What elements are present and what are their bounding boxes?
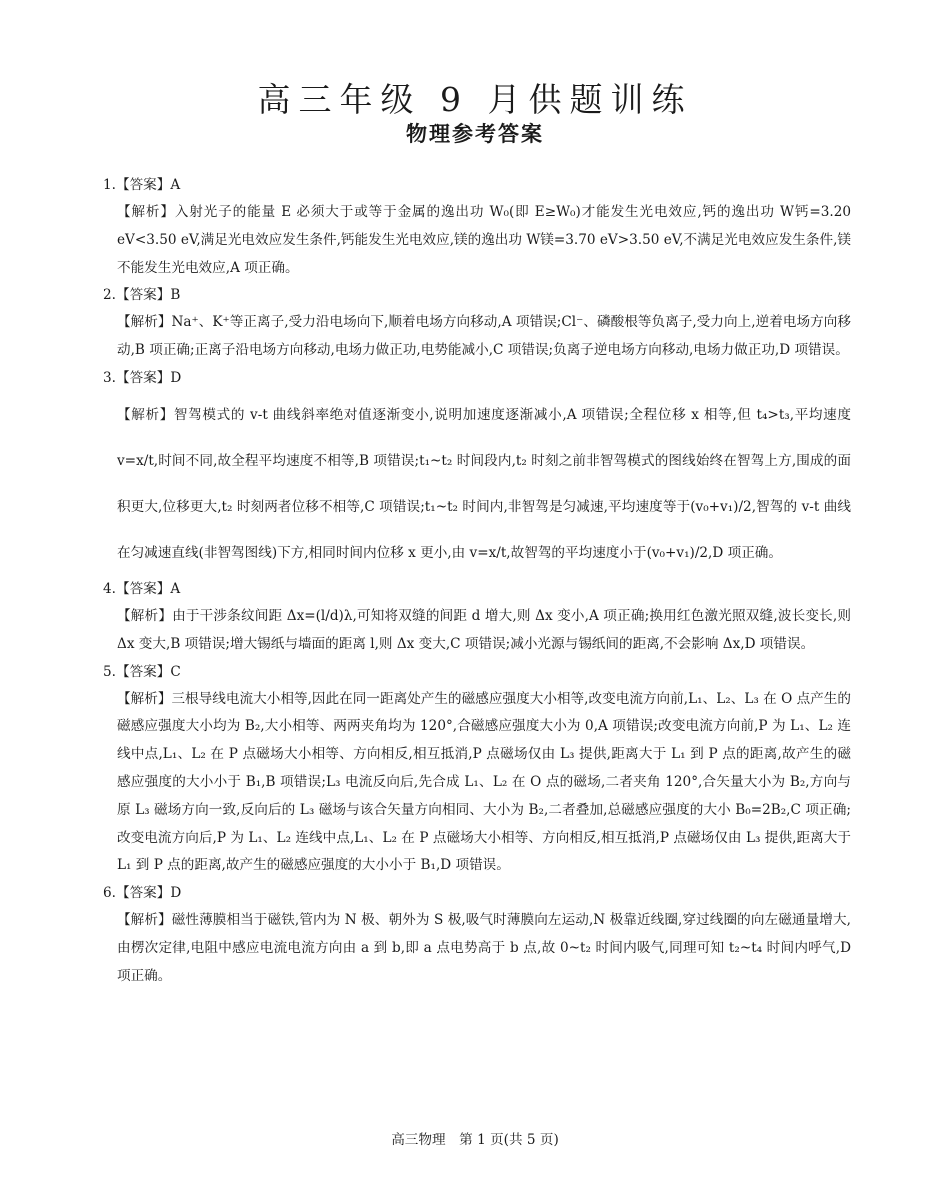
explanation-text: 【解析】Na⁺、K⁺等正离子,受力沿电场向下,顺着电场方向移动,A 项错误;Cl⁻、磷酸根等负离子,受力向上,逆着电场方向移动,B 项正确;正离子沿电场方向移动,电场力做正功,电势能减小,C 项错误;负离子逆电场方向移动,电场力做正功,D 项错误。 [117,314,851,359]
page-footer: 高三物理 第 1 页(共 5 页) [391,1132,559,1148]
question-6 [103,880,851,990]
answer-line: 2.【答案】B [103,287,181,304]
explanation-text: 【解析】由于干涉条纹间距 Δx=(l/d)λ,可知将双缝的间距 d 增大,则 Δx 变小,A 项正确;换用红色激光照双缝,波长变长,则 Δx 变大,B 项错误;增大锡纸与墙面的距离 l,则 Δx 变大,C 项错误;减小光源与锡纸间的距离,不会影响 Δx,D 项错误。 [117,607,851,652]
explanation-text: 【解析】磁性薄膜相当于磁铁,管内为 N 极、朝外为 S 极,吸气时薄膜向左运动,N 极靠近线圈,穿过线圈的向左磁通量增大,由楞次定律,电阻中感应电流电流方向由 a 到 b,即 a 点电势高于 b 点,故 0~t₂ 时间内吸气,同理可知 t₂~t₄ 时间内呼气,D 项正确。 [117,912,851,984]
question-1 [103,172,851,282]
explanation-text: 【解析】三根导线电流大小相等,因此在同一距离处产生的磁感应强度大小相等,改变电流方向前,L₁、L₂、L₃ 在 O 点产生的磁感应强度大小均为 B₂,大小相等、两两夹角均为 120°,合磁感应强度大小为 0,A 项错误;改变电流方向前,P 为 L₁、L₂ 连线中点,L₁、L₂ 在 P 点磁场大小相等、方向相反,相互抵消,P 点磁场仅由 L₃ 提供,距离大于 L₁ 到 P 点的距离,故产生的磁感应强度的大小小于 B₁,B 项错误;L₃ 电流反向后,先合成 L₁、L₂ 在 O 点的磁场,二者夹角 120°,合矢量大小为 B₂,方向与原 L₃ 磁场方向一致,反向后的 L₃ 磁场与该合矢量方向相同、大小为 B₂,二者叠加,总磁感应强度的大小 B₀=2B₂,C 项正确;改变电流方向后,P 为 L₁、L₂ 连线中点,L₁、L₂ 在 P 点磁场大小相等、方向相反,相互抵消,P 点磁场仅由 L₃ 提供,距离大于 L₁ 到 P 点的距离,故产生的磁感应强度的大小小于 B₁,D 项错误。 [117,690,851,874]
question-5 [103,659,851,881]
question-3 [103,365,851,576]
question-2 [103,282,851,365]
answer-line: 5.【答案】C [103,663,181,680]
answer-line: 4.【答案】A [103,580,181,597]
page-subtitle: 物理参考答案 [406,122,544,146]
explanation-text: 【解析】入射光子的能量 E 必须大于或等于金属的逸出功 W₀(即 E≥W₀)才能发生光电效应,钙的逸出功 W钙=3.20 eV<3.50 eV,满足光电效应发生条件,钙能发生光电效应,镁的逸出功 W镁=3.70 eV>3.50 eV,不满足光电效应发生条件,镁不能发生光电效应,A 项正确。 [117,204,851,276]
answer-line: 1.【答案】A [103,177,181,193]
explanation-text: 【解析】智驾模式的 v-t 曲线斜率绝对值逐渐变小,说明加速度逐渐减小,A 项错误;全程位移 x 相等,但 t₄>t₃,平均速度 v=x/t,时间不同,故全程平均速度不相等,B 项错误;t₁~t₂ 时间段内,t₂ 时刻之前非智驾模式的图线始终在智驾上方,围成的面积更大,位移更大,t₂ 时刻两者位移不相等,C 项错误;t₁~t₂ 时间内,非智驾是匀减速,平均速度等于(v₀+v₁)/2,智驾的 v-t 曲线在匀减速直线(非智驾图线)下方,相同时间内位移 x 更小,由 v=x/t,故智驾的平均速度小于(v₀+v₁)/2,D 项正确。 [117,406,851,561]
answer-line: 6.【答案】D [103,885,182,902]
page-title: 高三年级 9 月供题训练 [257,80,693,119]
answer-list [103,172,851,991]
question-4 [103,576,851,659]
answer-line: 3.【答案】D [103,369,182,386]
